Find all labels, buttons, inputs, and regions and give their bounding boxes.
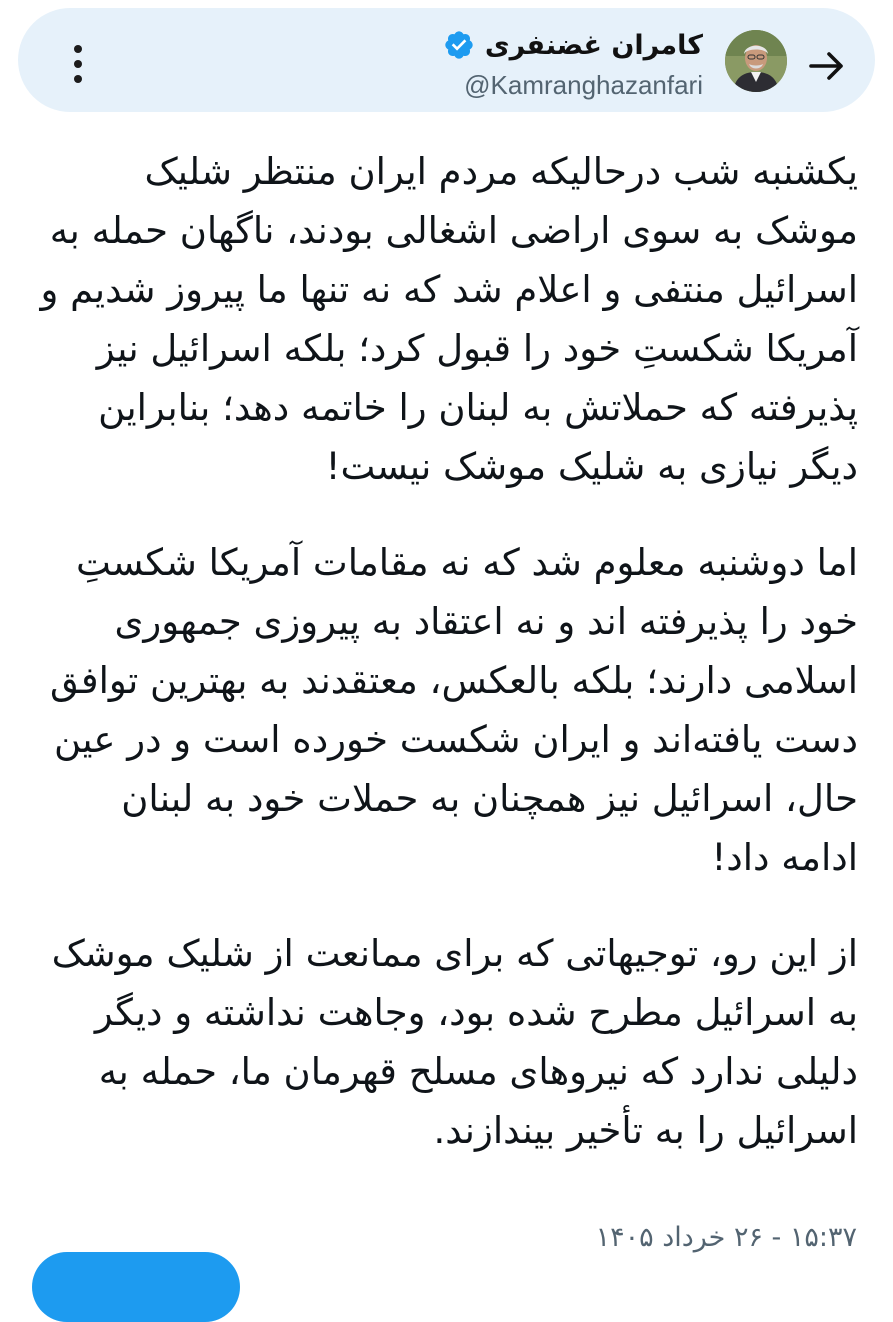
avatar-portrait-icon [725,30,787,92]
author-display-name[interactable]: کامران غضنفری [484,29,703,61]
profile-header-bar [18,8,875,112]
post-timestamp[interactable]: ۱۵:۳۷ - ۲۶ خرداد ۱۴۰۵ [595,1222,857,1253]
more-dot-icon [74,60,82,68]
more-dot-icon [74,45,82,53]
post-body [36,142,858,1197]
more-options-button[interactable] [58,36,98,92]
verified-badge-icon [443,29,475,61]
author-avatar[interactable] [725,30,787,92]
more-dot-icon [74,75,82,83]
primary-action-button[interactable] [32,1252,240,1322]
post-paragraph: یکشنبه شب درحالیکه مردم ایران منتظر شلیک موشک به سوی اراضی اشغالی بودند، ناگهان حمله به اسرائیل منتفی و اعلام شد که نه تنها ما پیروز شدیم و آمریکا شکستِ خود را قبول کرد؛ بلکه اسرائیل نیز پذیرفته که حملاتش به لبنان را خاتمه دهد؛ بنابراین دیگر نیازی به شلیک موشک نیست! [40,150,858,488]
author-handle[interactable]: @Kamranghazanfari [464,70,703,100]
back-arrow-icon[interactable] [803,42,851,90]
author-info[interactable] [303,22,703,101]
post-paragraph: اما دوشنبه معلوم شد که نه مقامات آمریکا شکستِ خود را پذیرفته اند و نه اعتقاد به پیروزی جمهوری اسلامی دارند؛ بلکه بالعکس، معتقدند به بهترین توافق دست یافته‌اند و ایران شکست خورده است و در عین حال، اسرائیل نیز همچنان به حملات خود به لبنان ادامه داد! [50,541,858,879]
post-paragraph: از این رو، توجیهاتی که برای ممانعت از شلیک موشک به اسرائیل مطرح شده بود، وجاهت نداشته و دیگر دلیلی ندارد که نیروهای مسلح قهرمان ما، حمله به اسرائیل را به تأخیر بیندازند. [51,932,858,1152]
